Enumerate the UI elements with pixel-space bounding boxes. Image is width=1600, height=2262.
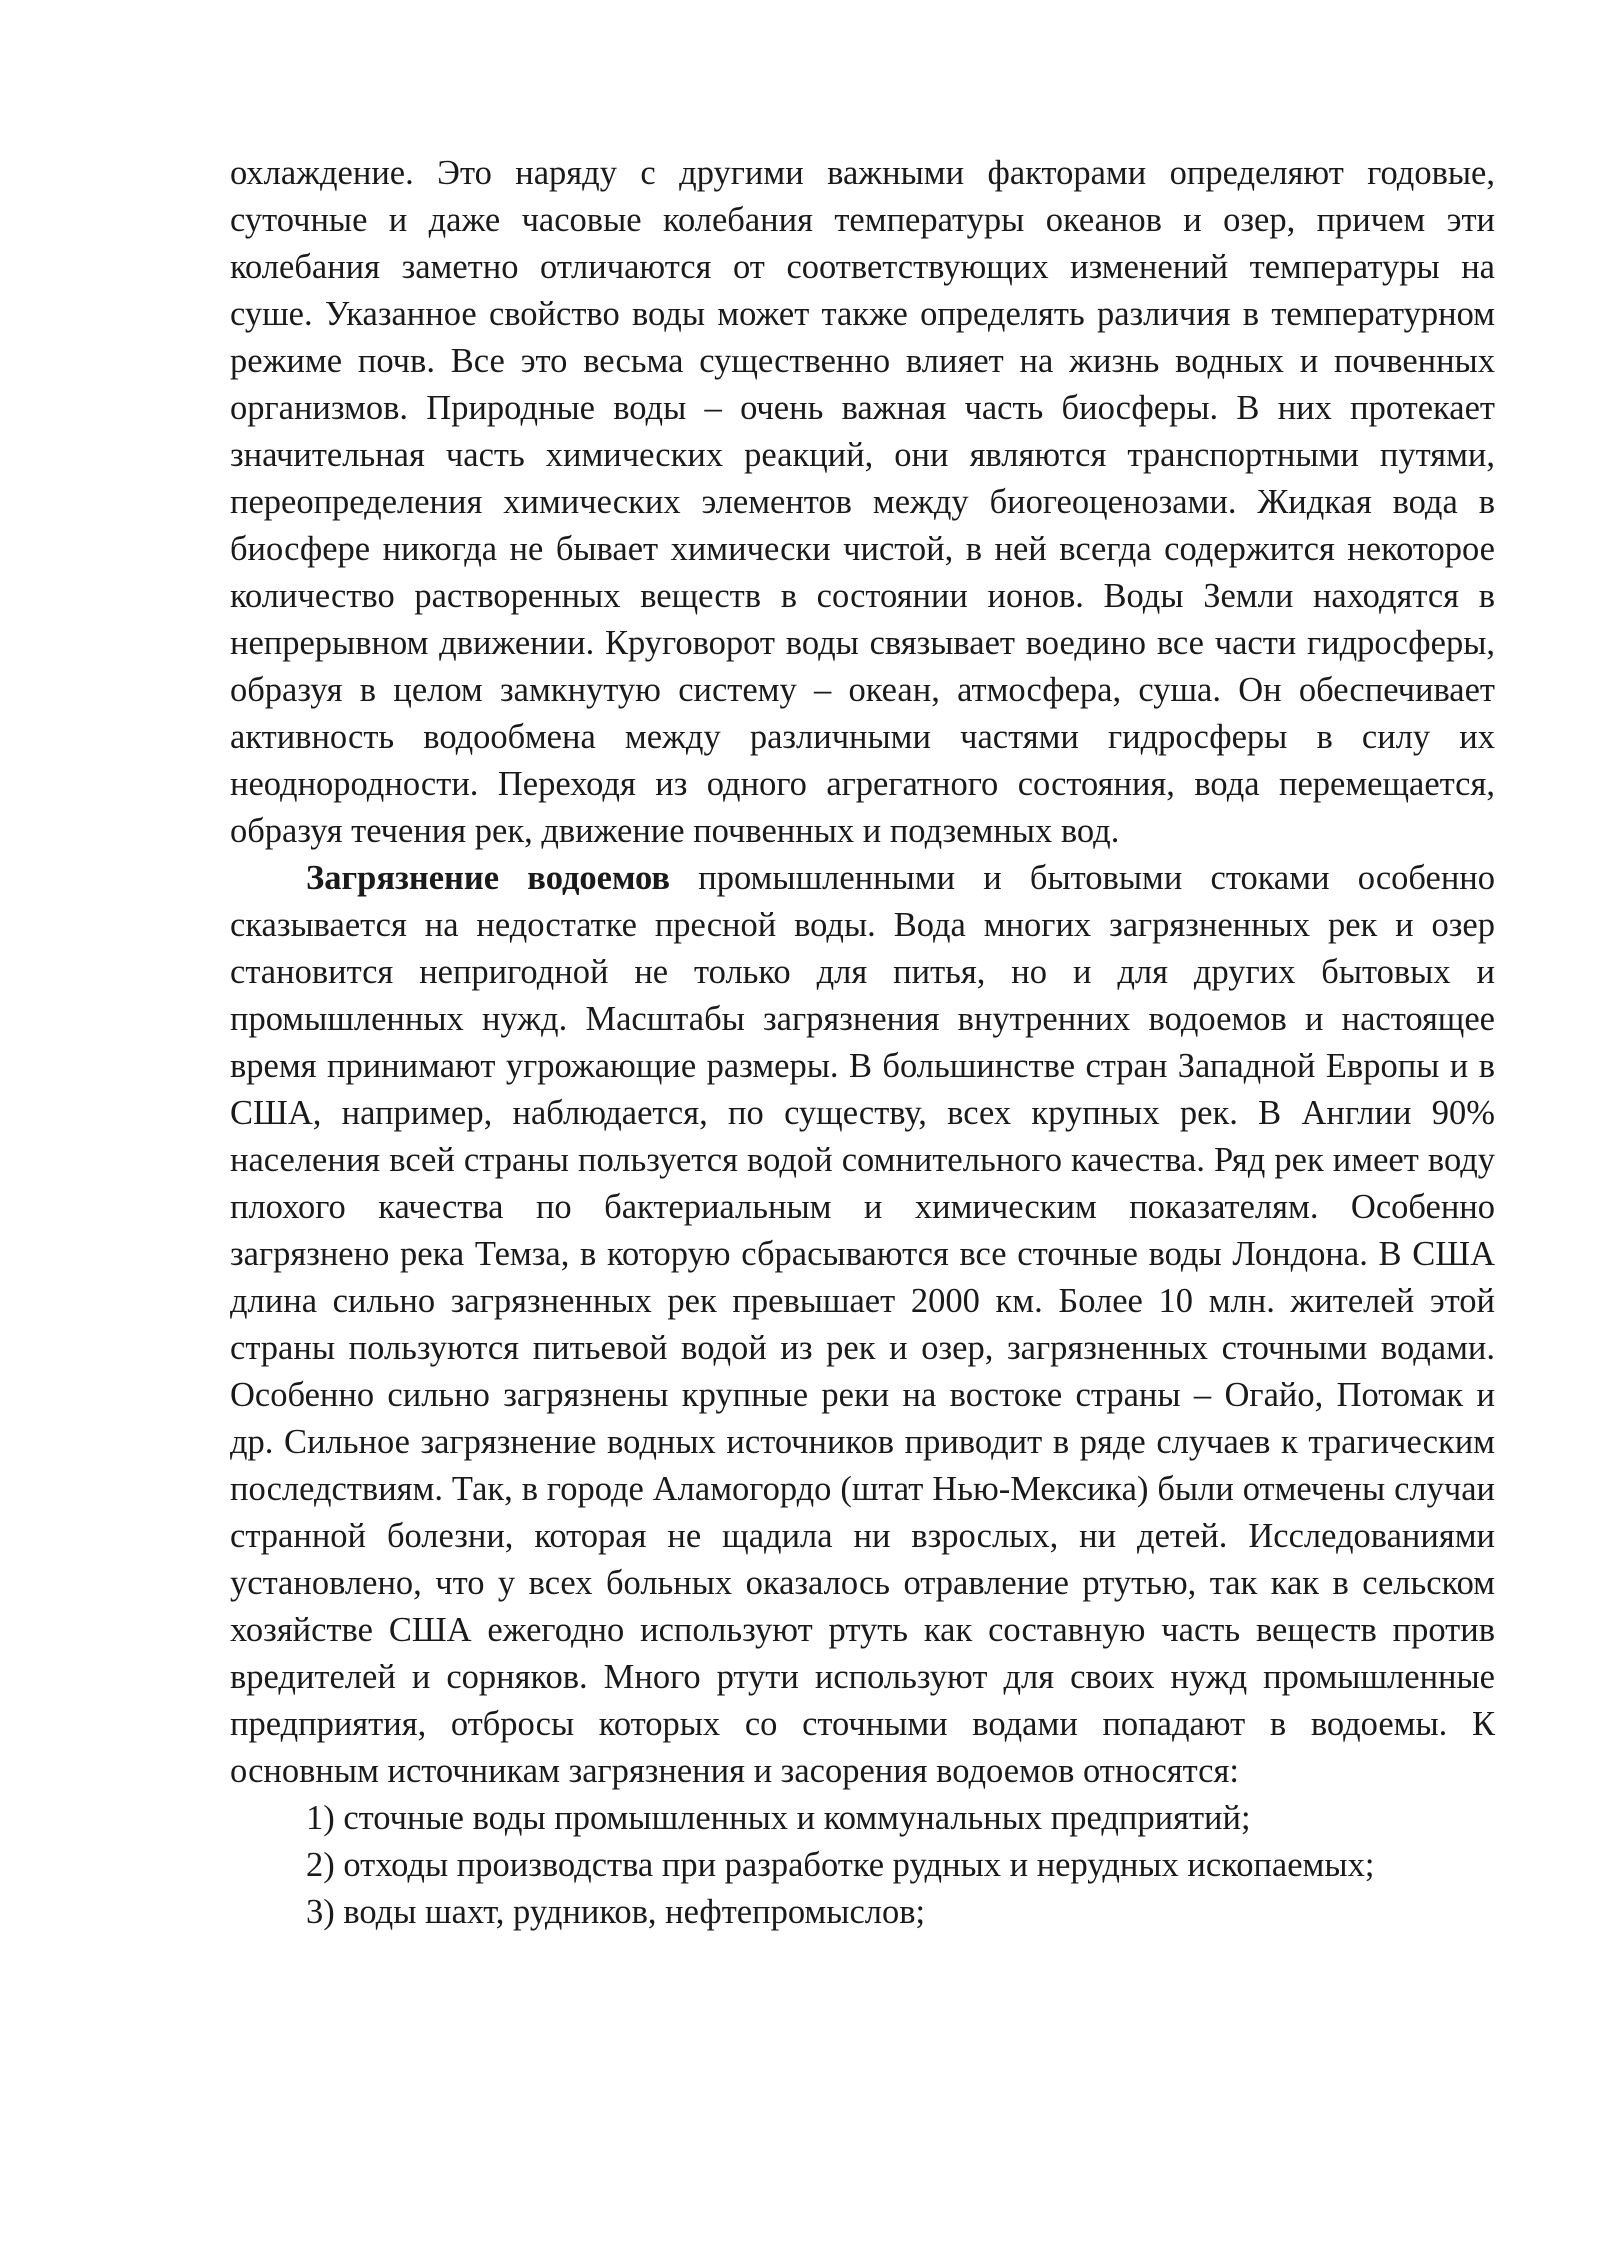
- paragraph-water-pollution: [230, 855, 1495, 1795]
- list-item: 2) отходы производства при разработке рудных и нерудных ископаемых;: [306, 1846, 1375, 1884]
- list-item: 3) воды шахт, рудников, нефтепромыслов;: [306, 1893, 926, 1931]
- document-page: [230, 150, 1495, 1936]
- paragraph-water-properties: охлаждение. Это наряду с другими важными факторами определяют годовые, суточные и даже часовые колебания температуры океанов и озер, причем эти колебания заметно отличаются от соответствующих изменений температуры на суше. Указанное свойство воды может также определять различия в температурном режиме почв. Все это весьма существенно влияет на жизнь водных и почвенных организмов. Природные воды – очень важная часть биосферы. В них протекает значительная часть химических реакций, они являются транспортными путями, переопределения химических элементов между биогеоценозами. Жидкая вода в биосфере никогда не бывает химически чистой, в ней всегда содержится некоторое количество растворенных веществ в состоянии ионов. Воды Земли находятся в непрерывном движении. Круговорот воды связывает воедино все части гидросферы, образуя в целом замкнутую систему – океан, атмосфера, суша. Он обеспечивает активность водообмена между различными частями гидросферы в силу их неоднородности. Переходя из одного агрегатного состояния, вода перемещается, образуя течения рек, движение почвенных и подземных вод.: [230, 154, 1495, 850]
- section-heading-inline: Загрязнение водоемов: [306, 859, 671, 897]
- paragraph-text: промышленными и бытовыми стоками особенно сказывается на недостатке пресной воды. Вода многих загрязненных рек и озер становится непригодной не только для питья, но и для других бытовых и промышленных нужд. Масштабы загрязнения внутренних водоемов и настоящее время принимают угрожающие размеры. В большинстве стран Западной Европы и в США, например, наблюдается, по существу, всех крупных рек. В Англии 90% населения всей страны пользуется водой сомнительного качества. Ряд рек имеет воду плохого качества по бактериальным и химическим показателям. Особенно загрязнено река Темза, в которую сбрасываются все сточные воды Лондона. В США длина сильно загрязненных рек превышает 2000 км. Более 10 млн. жителей этой страны пользуются питьевой водой из рек и озер, загрязненных сточными водами. Особенно сильно загрязнены крупные реки на востоке страны – Огайо, Потомак и др. Сильное загрязнение водных источников приводит в ряде случаев к трагическим последствиям. Так, в городе Аламогордо (штат Нью-Мексика) были отмечены случаи странной болезни, которая не щадила ни взрослых, ни детей. Исследованиями установлено, что у всех больных оказалось отравление ртутью, так как в сельском хозяйстве США ежегодно используют ртуть как составную часть веществ против вредителей и сорняков. Много ртути используют для своих нужд промышленные предприятия, отбросы которых со сточными водами попадают в водоемы. К основным источникам загрязнения и засорения водоемов относятся:: [230, 859, 1495, 1790]
- list-item: 1) сточные воды промышленных и коммунальных предприятий;: [306, 1799, 1251, 1837]
- pollution-sources-list: [230, 1795, 1495, 1936]
